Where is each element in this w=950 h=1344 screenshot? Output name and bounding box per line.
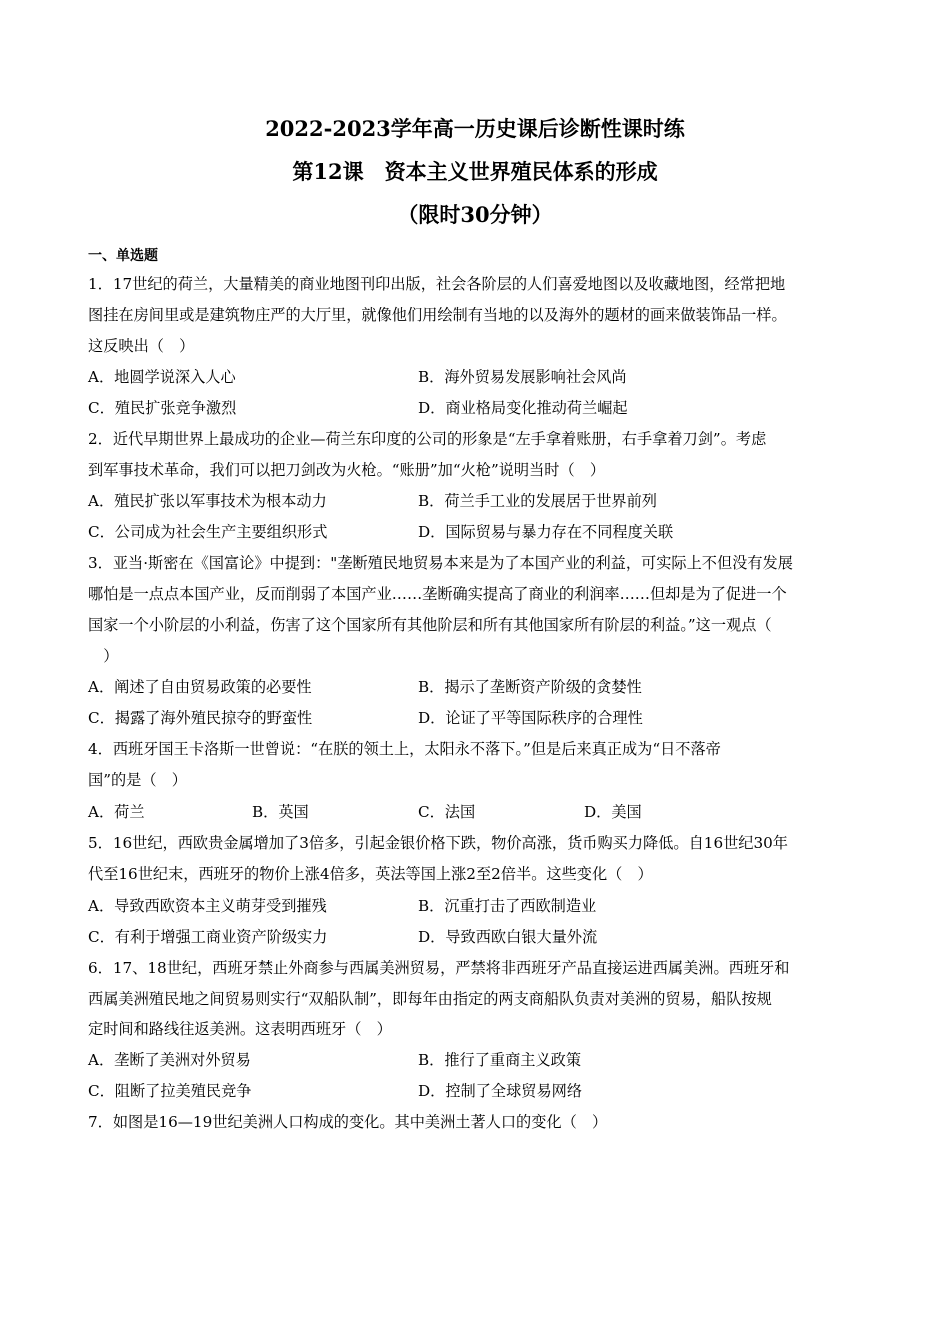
- option-d[interactable]: D．控制了全球贸易网络: [418, 1082, 583, 1100]
- option-a[interactable]: A．荷兰: [88, 803, 145, 821]
- option-d[interactable]: D．导致西欧白银大量外流: [418, 928, 598, 946]
- document-title: 2022-2023学年高一历史课后诊断性课时练: [265, 116, 685, 141]
- lesson-title: 第12课 资本主义世界殖民体系的形成: [292, 159, 658, 184]
- question-stem-line: 哪怕是一点点本国产业，反而削弱了本国产业……垄断确实提高了商业的利润率……但却是为了促进一个: [88, 585, 787, 603]
- option-b[interactable]: B．揭示了垄断资产阶级的贪婪性: [418, 678, 642, 696]
- option-c[interactable]: C．法国: [418, 803, 476, 821]
- question-stem-line: 7．如图是16—19世纪美洲人口构成的变化。其中美洲土著人口的变化（ ）: [88, 1113, 608, 1131]
- section-heading: 一、单选题: [88, 248, 158, 264]
- question-stem-line: 到军事技术革命，我们可以把刀剑改为火枪。“账册”加“火枪”说明当时（ ）: [88, 461, 606, 479]
- question-stem-line: 3．亚当·斯密在《国富论》中提到："垄断殖民地贸易本来是为了本国产业的利益，可实际上不但没有发展: [88, 554, 793, 572]
- question-stem-line: 图挂在房间里或是建筑物庄严的大厅里，就像他们用绘制有当地的以及海外的题材的画来做装饰品一样。: [88, 306, 787, 324]
- question-stem-line: 4．西班牙国王卡洛斯一世曾说：“在朕的领土上，太阳永不落下。”但是后来真正成为“日不落帝: [88, 740, 721, 758]
- option-d[interactable]: D．美国: [584, 803, 642, 821]
- option-a[interactable]: A．导致西欧资本主义萌芽受到摧残: [88, 897, 327, 915]
- option-c[interactable]: C．揭露了海外殖民掠夺的野蛮性: [88, 709, 313, 727]
- option-c[interactable]: C．有利于增强工商业资产阶级实力: [88, 928, 328, 946]
- option-c[interactable]: C．殖民扩张竞争激烈: [88, 399, 237, 417]
- option-b[interactable]: B．海外贸易发展影响社会风尚: [418, 368, 627, 386]
- option-d[interactable]: D．国际贸易与暴力存在不同程度关联: [418, 523, 674, 541]
- option-c[interactable]: C．公司成为社会生产主要组织形式: [88, 523, 328, 541]
- option-a[interactable]: A．殖民扩张以军事技术为根本动力: [88, 492, 327, 510]
- question-stem-line: 西属美洲殖民地之间贸易则实行“双船队制”，即每年由指定的两支商船队负责对美洲的贸易，船队按规: [88, 990, 772, 1008]
- question-stem-line: 这反映出（ ）: [88, 337, 195, 355]
- question-stem-line: 代至16世纪末，西班牙的物价上涨4倍多，英法等国上涨2至2倍半。这些变化（ ）: [88, 865, 653, 883]
- option-b[interactable]: B．沉重打击了西欧制造业: [418, 897, 597, 915]
- option-a[interactable]: A．阐述了自由贸易政策的必要性: [88, 678, 312, 696]
- question-stem-line: 1．17世纪的荷兰，大量精美的商业地图刊印出版，社会各阶层的人们喜爱地图以及收藏地图，经常把地: [88, 275, 786, 293]
- question-stem-line: 2．近代早期世界上最成功的企业—荷兰东印度的公司的形象是“左手拿着账册，右手拿着刀剑”。考虑: [88, 430, 767, 448]
- question-stem-line: 5．16世纪，西欧贵金属增加了3倍多，引起金银价格下跌，物价高涨，货币购买力降低。自16世纪30年: [88, 834, 788, 852]
- question-stem-line: 国”的是（ ）: [88, 771, 187, 789]
- option-c[interactable]: C．阻断了拉美殖民竞争: [88, 1082, 252, 1100]
- time-limit: （限时30分钟）: [397, 202, 553, 227]
- question-stem-line: 定时间和路线往返美洲。这表明西班牙（ ）: [88, 1020, 392, 1038]
- option-d[interactable]: D．论证了平等国际秩序的合理性: [418, 709, 643, 727]
- question-stem-line: 6．17、18世纪，西班牙禁止外商参与西属美洲贸易，严禁将非西班牙产品直接运进西属美洲。西班牙和: [88, 959, 790, 977]
- question-stem-line: 国家一个小阶层的小利益，伤害了这个国家所有其他阶层和所有其他国家所有阶层的利益。”这一观点（: [88, 616, 772, 634]
- option-b[interactable]: B．英国: [252, 803, 309, 821]
- option-b[interactable]: B．荷兰手工业的发展居于世界前列: [418, 492, 657, 510]
- option-a[interactable]: A．地圆学说深入人心: [88, 368, 236, 386]
- question-stem-line: ）: [88, 647, 119, 665]
- option-b[interactable]: B．推行了重商主义政策: [418, 1051, 582, 1069]
- option-a[interactable]: A．垄断了美洲对外贸易: [88, 1051, 251, 1069]
- option-d[interactable]: D．商业格局变化推动荷兰崛起: [418, 399, 628, 417]
